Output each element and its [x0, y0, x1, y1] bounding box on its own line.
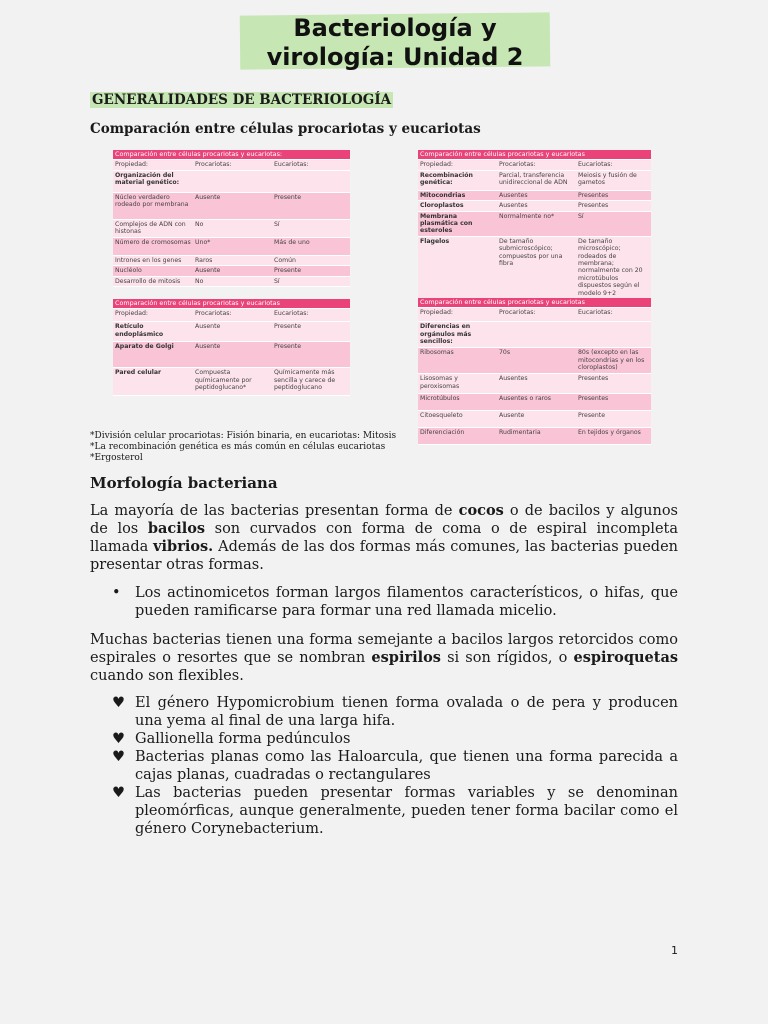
comparison-table-membranes [418, 150, 651, 301]
table-row: Pared celular Compuesta químicamente por peptidoglucano* Químicamente más sencilla y carece de peptidoglucano [113, 368, 350, 396]
heart-icon: ♥ [112, 785, 125, 801]
table-caption-row: Comparación entre células procariotas y eucariotas [113, 299, 350, 309]
footnote: *Ergosterol [90, 453, 143, 463]
comparison-table-genetic [113, 150, 350, 287]
table-row: Nucléolo Ausente Presente [113, 266, 350, 276]
table-row: Lisosomas y peroxisomas Ausentes Presentes [418, 374, 651, 394]
table-caption-row: Comparación entre células procariotas y eucariotas [418, 298, 651, 308]
paragraph-shapes: La mayoría de las bacterias presentan forma de cocos o de bacilos y algunos de los bacilos son curvados con forma de coma o de espiral incompleta llamada vibrios. Además de las dos formas más comunes, las bacterias pueden presentar otras formas. [90, 502, 679, 573]
table-row: Intrones en los genes Raros Común [113, 255, 350, 265]
heart-icon: ♥ [112, 695, 125, 711]
morphology-heading: Morfología bacteriana [90, 474, 278, 492]
bullet-marker: • [112, 585, 121, 601]
comparison-subheading: Comparación entre células procariotas y eucariotas [90, 121, 481, 137]
table-header-row: Propiedad: Procariotas: Eucariotas: [113, 160, 350, 170]
table-row: Número de cromosomas Uno* Más de uno [113, 237, 350, 255]
paragraph-spirals: Muchas bacterias tienen una forma semejante a bacilos largos retorcidos como espirales o resortes que se nombran espirilos si son rígidos, o espiroquetas cuando son flexibles. [90, 632, 679, 684]
table-header-row: Propiedad: Procariotas: Eucariotas: [418, 308, 651, 322]
table-row: Mitocondrias Ausentes Presentes [418, 190, 651, 200]
footnotes [90, 431, 396, 464]
list-item: ♥ Las bacterias pueden presentar formas variables y se denominan pleomórficas, aunque generalmente, pueden tener forma bacilar como el género Corynebacterium. [112, 785, 678, 837]
bullet-list [112, 584, 678, 620]
heart-list [112, 694, 678, 838]
table-row: Cloroplastos Ausentes Presentes [418, 201, 651, 211]
footnote: *División celular procariotas: Fisión binaria, en eucariotas: Mitosis [90, 431, 397, 441]
list-item: • Los actinomicetos forman largos filamentos característicos, o hifas, que pueden ramificarse para formar una red llamada micelio. [112, 585, 678, 619]
table-row: Ribosomas 70s 80s (excepto en las mitocondrias y en los cloroplastos) [418, 348, 651, 374]
table-row: Diferenciación Rudimentaria En tejidos y órganos [418, 428, 651, 445]
heart-icon: ♥ [112, 749, 125, 765]
comparison-table-simple-organelles [418, 298, 651, 445]
table-row: Complejos de ADN con histonas No Sí [113, 219, 350, 237]
page-number: 1 [671, 944, 678, 957]
table-row: Diferencias en orgánulos más sencillos: [418, 322, 651, 348]
comparison-table-organelles [113, 299, 350, 396]
table-row: Membrana plasmática con esteroles Normalmente no* Sí [418, 211, 651, 236]
table-row: Flagelos De tamaño submicroscópico; compuestos por una fibra De tamaño microscópico; rodeados de membrana; normalmente con 20 microtúbulos dispuestos según el modelo 9+2 [418, 236, 651, 300]
table-caption-row: Comparación entre células procariotas y eucariotas: [113, 150, 350, 160]
table-row: Núcleo verdadero rodeado por membrana Ausente Presente [113, 192, 350, 219]
table-row: Microtúbulos Ausentes o raros Presentes [418, 394, 651, 411]
footnote: *La recombinación genética es más común en células eucariotas [90, 442, 386, 452]
table-row: Aparato de Golgi Ausente Presente [113, 342, 350, 368]
table-row: Organización del material genético: [113, 170, 350, 192]
table-row: Recombinación genética: Parcial, transferencia unidireccional de ADN Meiosis y fusión de gametos [418, 170, 651, 190]
table-header-row: Propiedad: Procariotas: Eucariotas: [113, 309, 350, 322]
heart-icon: ♥ [112, 731, 125, 747]
list-item: ♥ El género Hypomicrobium tienen forma ovalada o de pera y producen una yema al final de una larga hifa. [112, 695, 678, 729]
table-row: Desarrollo de mitosis No Sí [113, 276, 350, 286]
table-row: Citoesqueleto Ausente Presente [418, 411, 651, 428]
list-item: ♥ Gallionella forma pedúnculos [112, 731, 351, 747]
section-heading: GENERALIDADES DE BACTERIOLOGÍA [92, 92, 392, 108]
page-title: Bacteriología y virología: Unidad 2 [266, 14, 524, 70]
list-item: ♥ Bacterias planas como las Haloarcula, que tienen una forma parecida a cajas planas, cuadradas o rectangulares [112, 749, 678, 783]
table-caption-row: Comparación entre células procariotas y eucariotas [418, 150, 651, 160]
table-header-row: Propiedad: Procariotas: Eucariotas: [418, 160, 651, 170]
table-row: Retículo endoplásmico Ausente Presente [113, 322, 350, 342]
